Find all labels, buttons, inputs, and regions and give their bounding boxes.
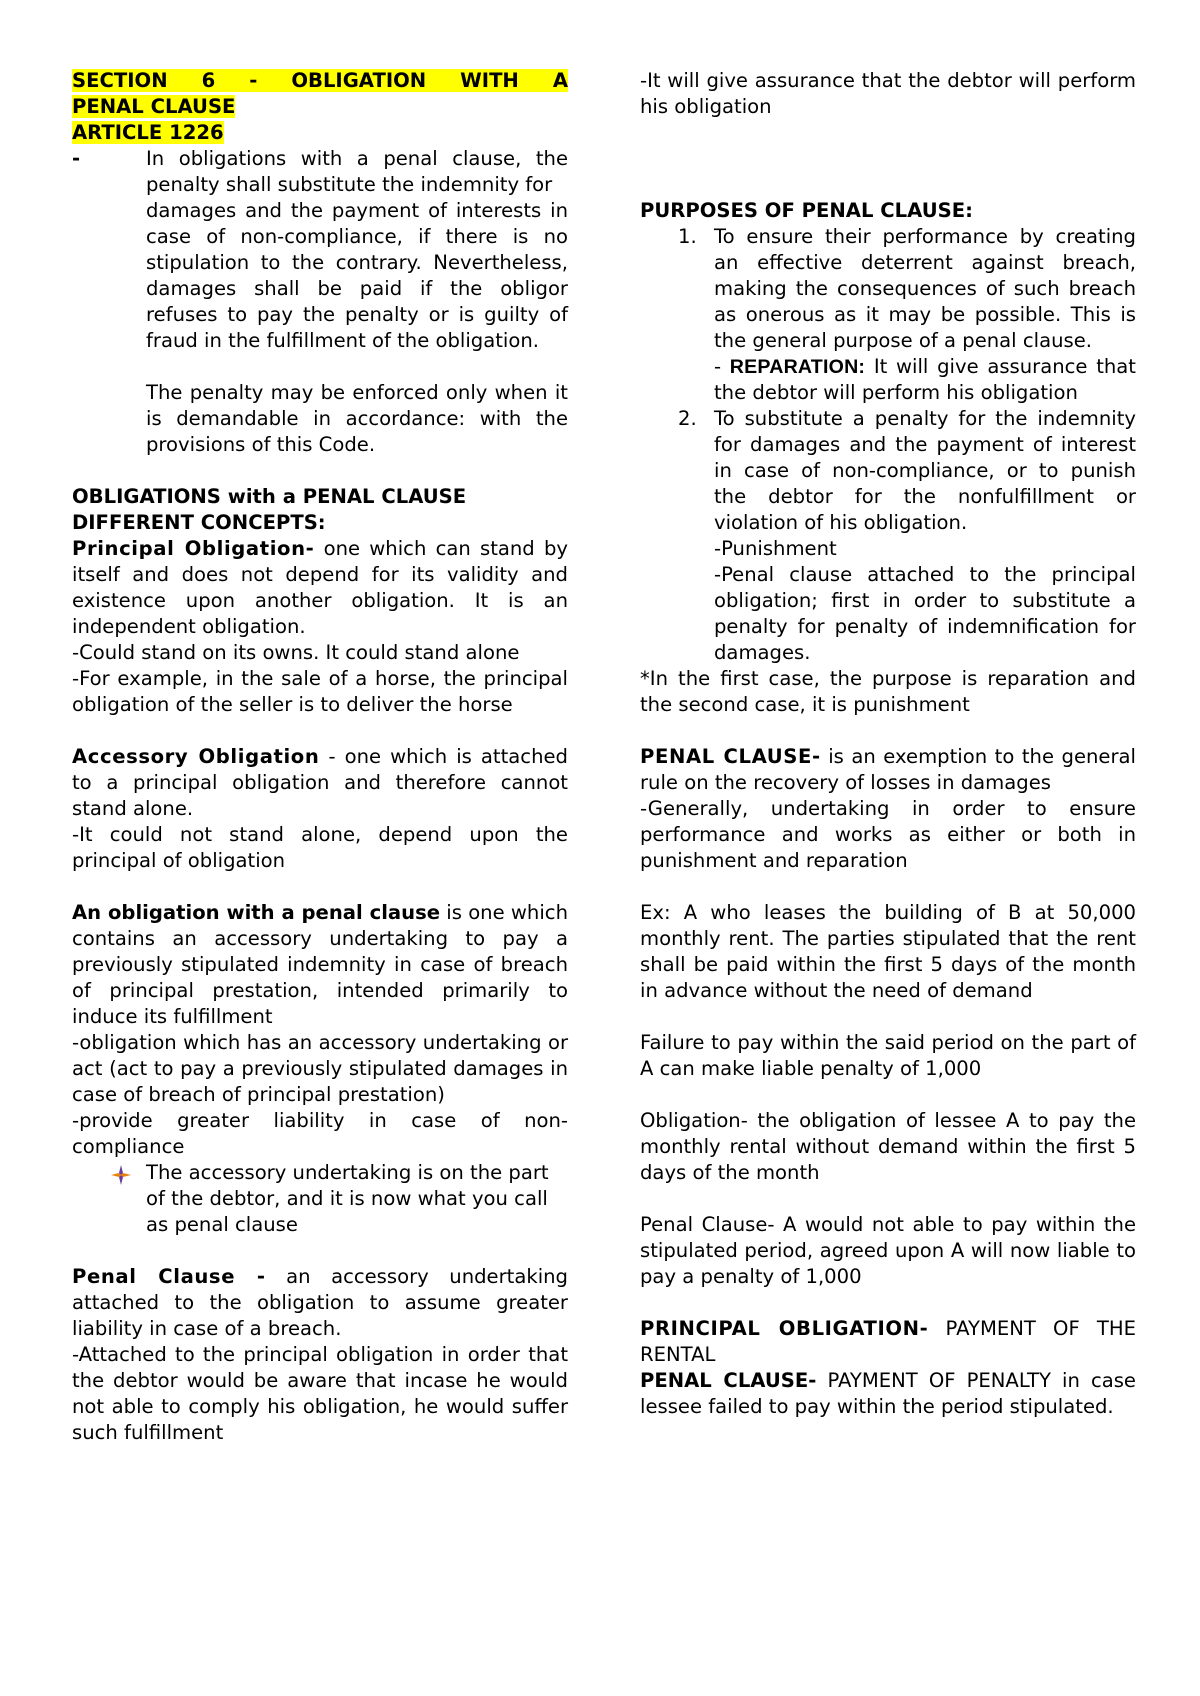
penal-clause-summary: PENAL CLAUSE- PAYMENT OF PENALTY in case lessee failed to pay within the period stipulated.: [640, 1369, 1136, 1418]
dash-bullet: -: [72, 147, 81, 170]
left-column: [72, 68, 568, 1446]
section-heading-line-2: PENAL CLAUSE: [72, 95, 236, 118]
penal-clause-definition: Penal Clause - an accessory undertaking attached to the obligation to assume greater liability in case of a breach.: [72, 1265, 568, 1340]
section-heading: SECTION 6 - OBLIGATION WITH A: [72, 69, 568, 92]
principal-note-2: -For example, in the sale of a horse, the principal obligation of the seller is to deliver the horse: [72, 667, 568, 716]
right-column: [640, 68, 1136, 1420]
purpose-item-2: [640, 406, 1136, 666]
article-text-1: In obligations with a penal clause, the penalty shall substitute the indemnity for: [146, 147, 568, 196]
star-note: The accessory undertaking is on the part of the debtor, and it is now what you call as penal clause: [146, 1161, 549, 1236]
article-heading: ARTICLE 1226: [72, 121, 224, 144]
concepts-subheading: DIFFERENT CONCEPTS:: [72, 511, 326, 534]
list-number: 1.: [678, 225, 697, 248]
penal-clause-note: -Attached to the principal obligation in order that the debtor would be aware that incase he would not able to comply his obligation, he would suffer such fulfillment: [72, 1343, 568, 1444]
star-bullet-icon: [110, 1164, 132, 1186]
principal-obligation-definition: Principal Obligation- one which can stand by itself and does not depend for its validity and existence upon another obligation. It is an independent obligation.: [72, 537, 568, 638]
lease-example: Ex: A who leases the building of B at 50,000 monthly rent. The parties stipulated that the rent shall be paid within the first 5 days of the month in advance without the need of demand: [640, 901, 1136, 1002]
concepts-heading: OBLIGATIONS with a PENAL CLAUSE: [72, 485, 467, 508]
purpose-item-1: [640, 224, 1136, 406]
article-text-2: damages and the payment of interests in case of non-compliance, if there is no stipulation to the contrary. Nevertheless, damages shall be paid if the obligor refuses to pay the penalty or is guilty of fraud in the fulfillment of the obligation.: [146, 199, 568, 352]
reparation-note: - REPARATION: It will give assurance that the debtor will perform his obligation: [714, 355, 1136, 404]
failure-note: Failure to pay within the said period on the part of A can make liable penalty of 1,000: [640, 1031, 1136, 1080]
purpose-1-text: To ensure their performance by creating an effective deterrent against breach, making the consequences of such breach as onerous as it may be possible. This is the general purpose of a penal clause.: [714, 225, 1136, 352]
article-paragraph: [72, 146, 568, 458]
article-text-3: The penalty may be enforced only when it is demandable in accordance: with the provisions of this Code.: [146, 381, 568, 456]
purposes-heading: PURPOSES OF PENAL CLAUSE:: [640, 199, 973, 222]
principal-obligation-summary: PRINCIPAL OBLIGATION- PAYMENT OF THE RENTAL: [640, 1317, 1136, 1366]
purpose-2-text: To substitute a penalty for the indemnity for damages and the payment of interest in case of non-compliance, or to punish the debtor for the nonfulfillment or violation of his obligation.: [714, 407, 1136, 534]
assurance-note: -It will give assurance that the debtor will perform his obligation: [640, 69, 1136, 118]
punishment-note: -Punishment: [714, 537, 837, 560]
principal-note-1: -Could stand on its owns. It could stand alone: [72, 641, 520, 664]
penal-obligation-definition: An obligation with a penal clause is one which contains an accessory undertaking to pay a previously stipulated indemnity in case of breach of principal prestation, intended primarily to induce its fulfillment: [72, 901, 568, 1028]
star-bullet-item: [72, 1160, 568, 1238]
penal-clause-definition: PENAL CLAUSE- is an exemption to the general rule on the recovery of losses in damages: [640, 745, 1136, 794]
obligation-example: Obligation- the obligation of lessee A to pay the monthly rental without demand within the first 5 days of the month: [640, 1109, 1136, 1184]
case-note: *In the first case, the purpose is reparation and the second case, it is punishment: [640, 667, 1136, 716]
penal-clause-note: -Generally, undertaking in order to ensure performance and works as either or both in punishment and reparation: [640, 797, 1136, 872]
penal-obligation-note-1: -obligation which has an accessory undertaking or act (act to pay a previously stipulated damages in case of breach of principal prestation): [72, 1031, 568, 1106]
list-number: 2.: [678, 407, 697, 430]
accessory-obligation-definition: Accessory Obligation - one which is attached to a principal obligation and therefore cannot stand alone.: [72, 745, 568, 820]
accessory-note: -It could not stand alone, depend upon the principal of obligation: [72, 823, 568, 872]
penal-clause-example: Penal Clause- A would not able to pay within the stipulated period, agreed upon A will now liable to pay a penalty of 1,000: [640, 1213, 1136, 1288]
penal-attached-note: -Penal clause attached to the principal obligation; first in order to substitute a penalty for penalty of indemnification for damages.: [714, 563, 1136, 664]
penal-obligation-note-2: -provide greater liability in case of non-compliance: [72, 1109, 568, 1158]
